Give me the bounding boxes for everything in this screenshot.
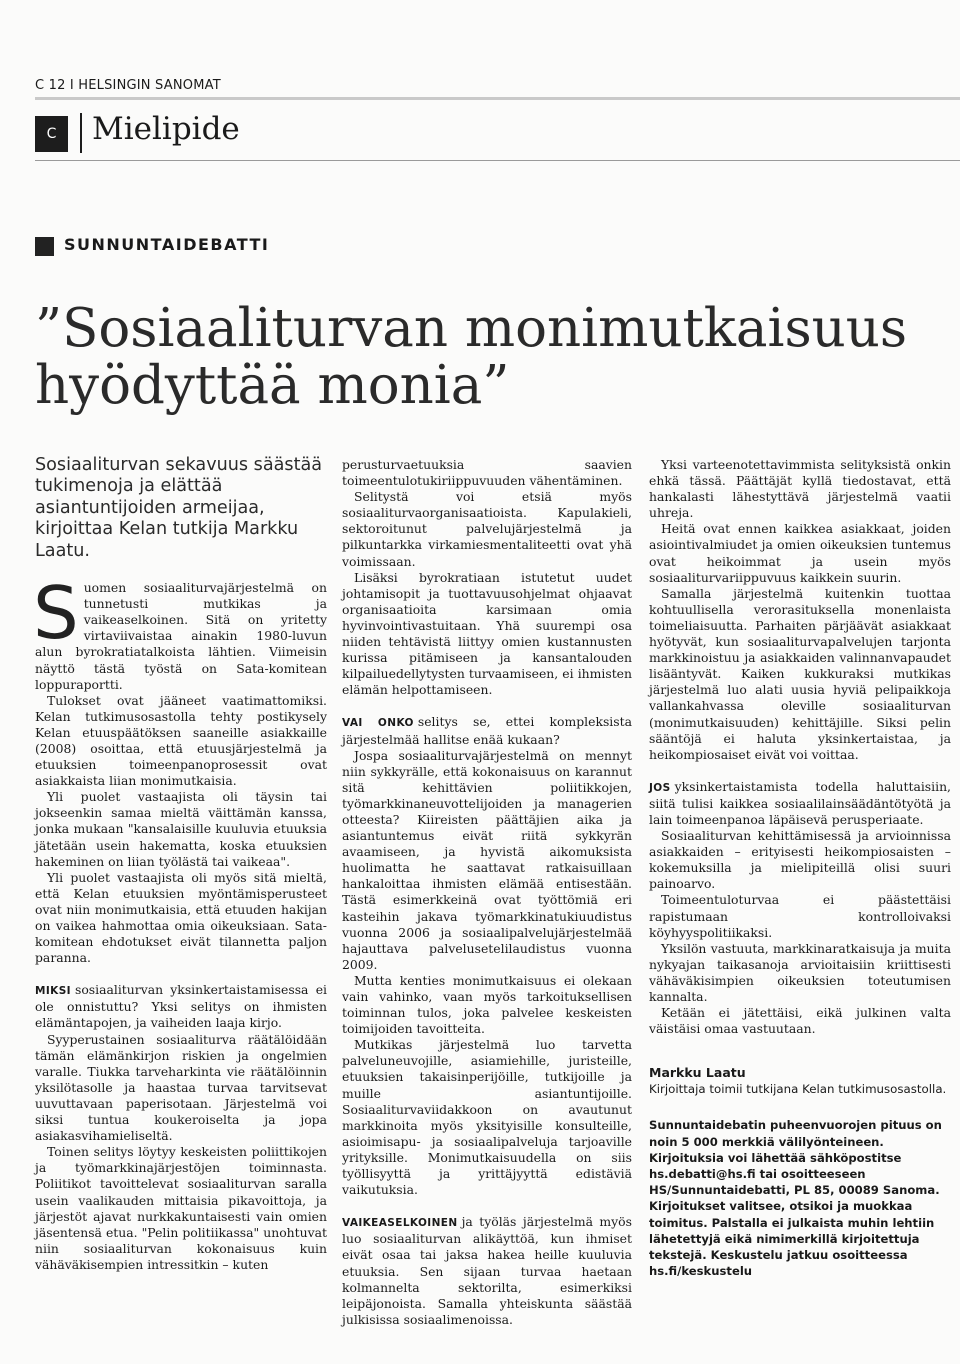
section-underline xyxy=(35,160,960,161)
paragraph-20: Sosiaaliturvan kehittämisessä ja arvioinnissa asiakkaiden – erityisesti heikompiosaisten – kokemuksilla ja mielipiteillä olisi suuri painoarvo. xyxy=(649,828,951,892)
paragraph-8: perusturvaetuuksia saavien toimeentulotukiriippuvuuden vähentäminen. xyxy=(342,457,632,489)
article-column-3 xyxy=(649,457,951,1279)
paragraph-19 xyxy=(649,779,951,828)
paragraph-21: Toimeentuloturvaa ei päästettäisi rapistumaan kontrolloivaksi köyhyyspolitiikaksi. xyxy=(649,892,951,940)
paragraph-6: Syyperustainen sosiaaliturva räätälöidään tämän elämänkirjon riskien ja ongelmien varalle. Tiukka tarveharkinta vie räätälöinnin yksilötasolle ja haastaa turvaa tarvitsevat uuvuttavaan paperisotaan. Järjestelmä voi siksi tuntua koukeroiselta ja jopa asiakasvihamieliseltä. xyxy=(35,1031,327,1144)
lead-in-jos: JOS xyxy=(649,781,671,794)
paragraph-5-text: sosiaaliturvan yksinkertaistamisessa ei ole onnistuttu? Yksi selitys on ihmisten elämäntapojen, ja vaiheiden laaja kirjo. xyxy=(35,982,327,1031)
page-header: C 12 I HELSINGIN SANOMAT xyxy=(35,78,221,93)
dropcap: S xyxy=(33,571,79,656)
header-rule xyxy=(35,97,960,100)
paragraph-18: Samalla järjestelmä kuitenkin tuottaa kohtuullisella verorasituksella monenlaista toimeliaisuutta. Parhaiten pärjäävät asiakkaat hyötyvät, kun sosiaaliturvapalvelujen tarjonta markkinoistuu ja asiakkaiden valinnanvapaudet lisääntyvät. Kaiken kukkuraksi mutkikas järjestelmä luo alati uusia hyviä pelipaikkoja vallankahvassa oleville sosiaaliturvan (monimutkaisuuden) kehittäjille. Siksi pelin sääntöjä ei haluta yksinkertaistaa, ja heikompiosaiset eivät voi voittaa. xyxy=(649,585,951,762)
paragraph-1-text: uomen sosiaaliturvajärjestelmä on tunnetusti mutkikas ja vaikeaselkoinen. Sitä on yritetty virtaviivaistaa ainakin 1980-luvun alun byrokratiatalkoista lähtien. Viimeisin näyttö tästä työstä on Sata-komitean loppuraportti. xyxy=(35,580,327,692)
section-divider xyxy=(80,113,82,153)
paragraph-14: Mutkikas järjestelmä luo tarvetta palveluneuvojille, asiamiehille, juristeille, etuuksien takaisinperijöille, tutkijoille ja muille asiantuntijoille. Sosiaaliturvaviidakkoon on avautunut markkinoita myös yksityisille konsulteille, asioimisapu- ja sosiaalipalveluja tarjoaville yrityksille. Monimutkaisuudella on siis työllisyyttä ja yrittäjyyttä edistäviä vaikutuksia. xyxy=(342,1037,632,1198)
paragraph-2: Tulokset ovat jääneet vaatimattomiksi. Kelan tutkimusosastolla tehty postikysely Kelan etuuspäätöksen saaneille asiakkaille (2008) osoittaa, että etuusjärjestelmä ja etuuksien toimeenpanoprosessit ovat asiakkaista liian monimutkaisia. xyxy=(35,692,327,789)
author-name: Markku Laatu xyxy=(649,1065,746,1081)
paragraph-5 xyxy=(35,982,327,1031)
submission-note: Sunnuntaidebatin puheenvuorojen pituus on noin 5 000 merkkiä välilyönteineen. Kirjoituksia voi lähettää sähköpostitse hs.debatti@hs.fi tai osoitteeseen HS/Sunnuntaidebatti, PL 85, 00089 Sanoma. Kirjoitukset valitsee, otsikoi ja muokkaa toimitus. Palstalla ei julkaista muhin lehtiin lähetettyjä eikä nimimerkillä kirjoitettuja tekstejä. Keskustelu jatkuu osoitteessa hs.fi/keskustelu xyxy=(649,1118,942,1279)
section-name: Mielipide xyxy=(92,111,240,147)
paragraph-7: Toinen selitys löytyy keskeisten poliittikojen ja työmarkkinajärjestöjen toiminnasta. Poliitikot tavoittelevat sosiaaliturvan saralla usein vaalikauden mittaisia pikavoittoja, ja järjestöt ajavat nurkkakuntaisesti vain omien jäsentensä etua. "Pelin politiikassa" unohtuvat niin sosiaaliturvan kokonaisuus kuin vähäväkisempien intressitkin – kuten xyxy=(35,1144,327,1272)
article-column-2 xyxy=(342,457,632,1328)
paragraph-15-text: ja työläs järjestelmä myös luo sosiaaliturvan alikäyttöä, kun ihmiset eivät osaa tai jaksa hakea heille kuuluvia etuuksia. Sen sijaan turvaa haetaan kolmannelta sektorilta, esimerkiksi leipäjonoista. Samalla yhteiskunta säästää julkisissa sosiaalimenoissa. xyxy=(342,1214,632,1327)
author-bio: Kirjoittaja toimii tutkijana Kelan tutkimusosastolla. xyxy=(649,1082,947,1097)
paragraph-10: Lisäksi byrokratiaan istutetut uudet johtamisopit ja tuottavuusohjelmat ohjaavat organisaatioita karsimaan omia hyvinvointivastuitaan. Yhä suurempi osa niiden tehtävistä liittyy omien kustannusten kurissa pitämiseen ja kansantalouden kilpailuedellytysten turvaamiseen, ei ihmisten elämän helpottamiseen. xyxy=(342,569,632,698)
kicker-square-icon xyxy=(35,237,54,256)
paragraph-1 xyxy=(33,571,327,693)
article-lead: Sosiaaliturvan sekavuus säästää tukimenoja ja elättää asiantuntijoiden armeijaa, kirjoittaa Kelan tutkija Markku Laatu. xyxy=(35,455,323,561)
lead-in-vai-onko: VAI ONKO xyxy=(342,717,414,730)
paragraph-19-text: yksinkertaistamista todella haluttaisiin, siitä tulisi kaikkea sosiaalilainsäädäntötyötä ja lain toimeenpanoa läpäisevä perusperiaate. xyxy=(649,778,951,827)
paragraph-13: Mutta kenties monimutkaisuus ei olekaan vain vahinko, vaan myös tarkoituksellisen toiminnan tulos, joka palvelee keskeisten toimijoiden tavoitteita. xyxy=(342,972,632,1037)
section-badge: C xyxy=(35,116,68,152)
lead-in-vaikeaselkoinen: VAIKEASELKOINEN xyxy=(342,1217,458,1230)
paragraph-11 xyxy=(342,714,632,747)
lead-in-miksi: MIKSI xyxy=(35,985,71,998)
paragraph-9: Selitystä voi etsiä myös sosiaaliturvaorganisaatioista. Kapulakieli, sektoroitunut palvelujärjestelmä ja pilkuntarkka virkamiesmentaliteetti ovat yhä voimissaan. xyxy=(342,489,632,569)
paragraph-4: Yli puolet vastaajista oli myös sitä mieltä, että Kelan etuuksien myöntämisperusteet ovat niin monimutkaisia, että etuuden hakijan on vaikea hahmottaa omia oikeuksiaan. Sata-komitean ehdotukset eivät tilannetta paljon paranna. xyxy=(35,869,327,966)
kicker: SUNNUNTAIDEBATTI xyxy=(64,235,270,254)
paragraph-11-text: selitys se, ettei kompleksista järjestelmää hallitse enää kukaan? xyxy=(342,714,632,747)
paragraph-15 xyxy=(342,1214,632,1328)
paragraph-12: Jospa sosiaaliturvajärjestelmä on mennyt niin sykkyrälle, että kokonaisuus on karannut sitä kehittävien poliitikkojen, työmarkkinaneuvottelijoiden ja managerien otteesta? Kiireisten päättäjien aika ja asiantuntemus eivät riitä sykkyrän avaamiseen, ja hyvistä aikomuksista huolimatta he saattavat ratkaisuillaan hankaloittaa ihmisten elämää entisestään. Tästä esimerkkeinä ovat työttömiä eri kasteihin jakava työmarkkinatukiuudistus vuonna 2006 ja sosiaalipalvelujärjestelmää hajauttava palvelusetelilaudistus vuonna 2009. xyxy=(342,747,632,972)
paragraph-22: Yksilön vastuuta, markkinaratkaisuja ja muita nykyajan taikasanoja arvioitaisiin kriittisesti vähäväkisimpien oikeuksien toteutumisen kannalta. xyxy=(649,940,951,1004)
paragraph-3: Yli puolet vastaajista oli täysin tai jokseenkin samaa mieltä väittämän kanssa, jonka mukaan "kansalaisille kuuluvia etuuksia jätetään usein hakematta, koska etuuksien hakeminen on liian työlästä tai vaikeaa". xyxy=(35,789,327,869)
paragraph-23: Ketään ei jätettäisi, eikä julkinen valta väistäisi omaa vastuutaan. xyxy=(649,1005,951,1037)
article-title: ”Sosiaaliturvan monimutkaisuus hyödyttää monia” xyxy=(35,298,908,416)
paragraph-17: Heitä ovat ennen kaikkea asiakkaat, joiden asiointivalmiudet ja omien oikeuksien tuntemus ovat heikoimmat ja usein myös sosiaaliturvariippuvuus kaikkein suurin. xyxy=(649,521,951,585)
article-column-1 xyxy=(35,455,327,1273)
paragraph-16: Yksi varteenotettavimmista selityksistä onkin ehkä tässä. Päättäjät kyllä tiedostavat, että hankalasti lähestyttävä järjestelmä vaatii uhreja. xyxy=(649,457,951,521)
